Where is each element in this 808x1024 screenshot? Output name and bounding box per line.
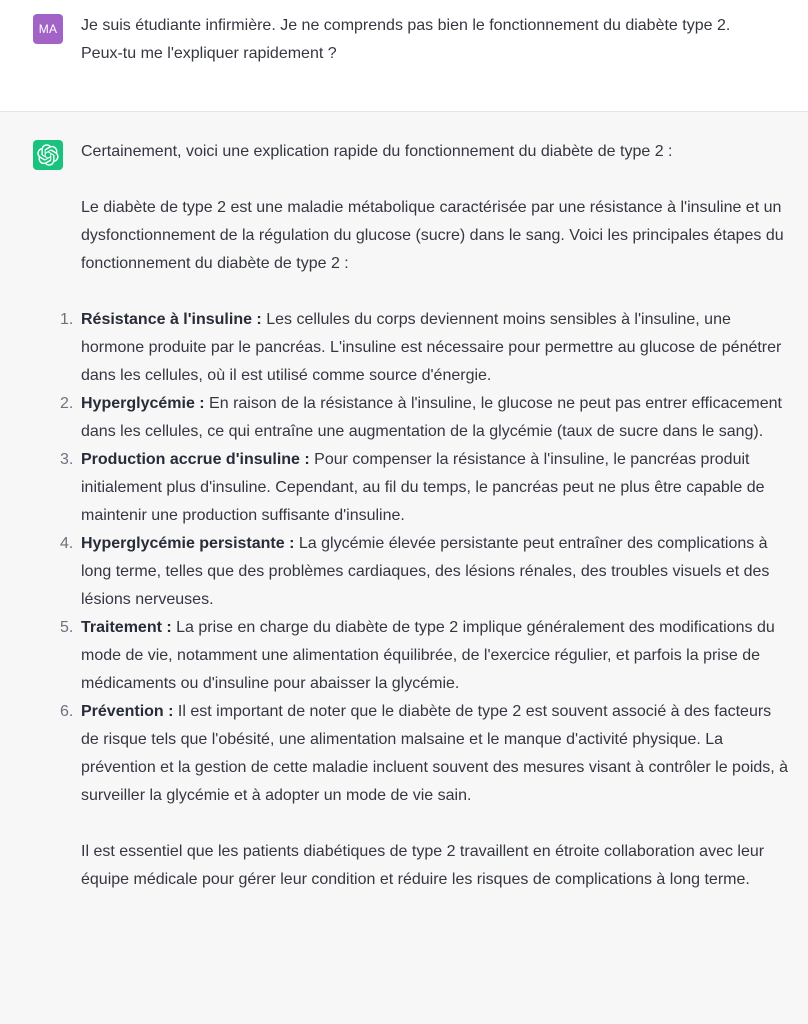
user-message-line: Je suis étudiante infirmière. Je ne comprends pas bien le fonctionnement du diabète type 2. [81, 17, 731, 34]
list-item [60, 390, 793, 446]
openai-logo-icon [37, 144, 59, 166]
list-item [60, 614, 793, 698]
step-text: Il est important de noter que le diabète de type 2 est souvent associé à des facteurs de risque tels que l'obésité, une alimentation malsaine et le manque d'activité physique. La prévention et la gestion de cette maladie incluent souvent des mesures visant à contrôler le poids, à surveiller la glycémie et à adopter un mode de vie sain. [81, 703, 789, 804]
list-marker: 2. [60, 395, 74, 412]
assistant-overview: Le diabète de type 2 est une maladie métabolique caractérisée par une résistance à l'insuline et un dysfonctionnement de la régulation du glucose (sucre) dans le sang. Voici les principales étapes du fonctionnement du diabète de type 2 : [81, 199, 784, 272]
list-marker: 1. [60, 311, 74, 328]
chatgpt-avatar [33, 140, 63, 170]
list-marker: 4. [60, 535, 74, 552]
list-item [60, 698, 793, 810]
assistant-closing: Il est essentiel que les patients diabétiques de type 2 travaillent en étroite collaboration avec leur équipe médicale pour gérer leur condition et réduire les risques de complications à long terme. [81, 843, 765, 888]
step-label: Hyperglycémie : [81, 395, 205, 412]
diabetes-steps-list [60, 306, 793, 810]
user-avatar: MA [33, 14, 63, 44]
assistant-message-body [60, 138, 793, 894]
list-item [60, 446, 793, 530]
user-message-text [81, 12, 793, 68]
list-marker: 3. [60, 451, 74, 468]
step-text: La glycémie élevée persistante peut entraîner des complications à long terme, telles que des problèmes cardiaques, des lésions rénales, des troubles visuels et des lésions nerveuses. [81, 535, 770, 608]
list-marker: 5. [60, 619, 74, 636]
user-message [0, 0, 808, 111]
step-text: En raison de la résistance à l'insuline, le glucose ne peut pas entrer efficacement dans les cellules, ce qui entraîne une augmentation de la glycémie (taux de sucre dans le sang). [81, 395, 782, 440]
list-item [60, 306, 793, 390]
list-item [60, 530, 793, 614]
assistant-intro: Certainement, voici une explication rapide du fonctionnement du diabète de type 2 : [81, 143, 673, 160]
step-label: Prévention : [81, 703, 174, 720]
step-text: La prise en charge du diabète de type 2 implique généralement des modifications du mode de vie, notamment une alimentation équilibrée, de l'exercice régulier, et parfois la prise de médicaments ou d'insuline pour abaisser la glycémie. [81, 619, 775, 692]
step-label: Résistance à l'insuline : [81, 311, 262, 328]
step-label: Traitement : [81, 619, 172, 636]
step-label: Hyperglycémie persistante : [81, 535, 295, 552]
list-marker: 6. [60, 703, 74, 720]
step-text: Les cellules du corps deviennent moins sensibles à l'insuline, une hormone produite par le pancréas. L'insuline est nécessaire pour permettre au glucose de pénétrer dans les cellules, où il est utilisé comme source d'énergie. [81, 311, 782, 384]
step-text: Pour compenser la résistance à l'insuline, le pancréas produit initialement plus d'insuline. Cependant, au fil du temps, le pancréas peut ne plus être capable de maintenir une production suffisante d'insuline. [81, 451, 765, 524]
assistant-message [0, 111, 808, 1024]
step-label: Production accrue d'insuline : [81, 451, 310, 468]
user-message-line: Peux-tu me l'expliquer rapidement ? [81, 45, 337, 62]
